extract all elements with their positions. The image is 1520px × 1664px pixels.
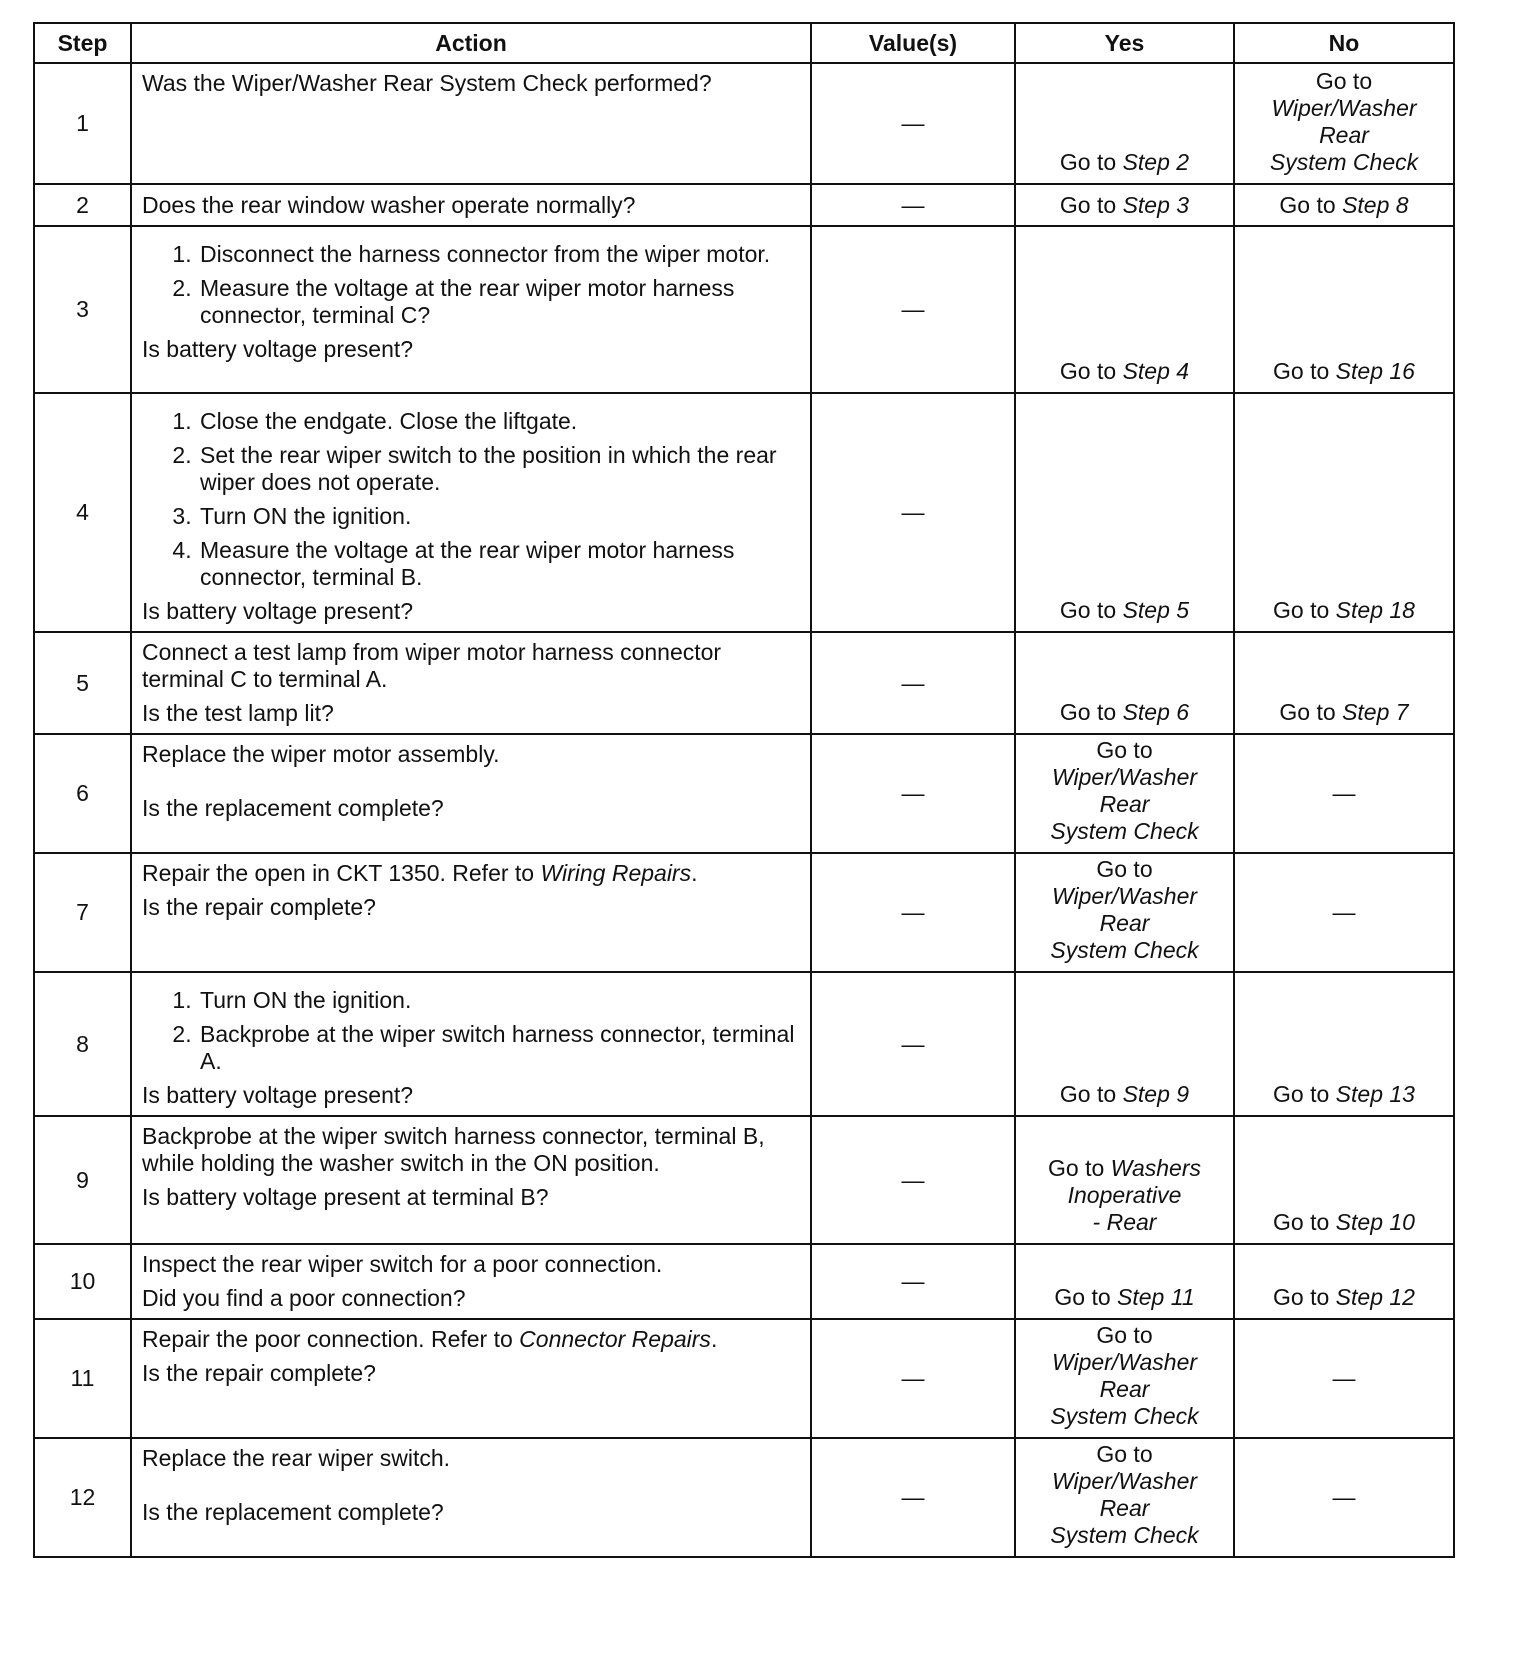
goto-prefix: Go to <box>1279 191 1336 218</box>
goto-reference: System Check <box>1050 1522 1199 1548</box>
step-number: 11 <box>34 1319 131 1438</box>
action-text: Connect a test lamp from wiper motor harness connector terminal C to terminal A. <box>142 639 722 692</box>
goto-reference: Rear <box>1099 910 1150 936</box>
goto-prefix: Go to <box>1059 699 1117 725</box>
header-row <box>34 23 1454 63</box>
table-row <box>34 226 1454 393</box>
step-number: 4 <box>34 393 131 632</box>
table-row <box>34 853 1454 972</box>
goto-reference: Wiper/Washer <box>1051 1468 1198 1494</box>
goto-reference: System Check <box>1269 149 1419 175</box>
table-row <box>34 184 1454 226</box>
table-row <box>34 1116 1454 1244</box>
goto-reference: Wiper/Washer <box>1051 1349 1198 1375</box>
action-step-item: 1. Close the endgate. Close the liftgate. <box>198 408 800 435</box>
goto-reference: Step 4 <box>1122 358 1190 384</box>
goto-reference: Step 3 <box>1122 191 1190 218</box>
no-cell <box>1234 226 1454 393</box>
action-steps <box>142 987 800 1075</box>
goto-reference: Step 9 <box>1122 1081 1190 1107</box>
value-cell: — <box>811 853 1015 972</box>
yes-cell <box>1015 1116 1234 1244</box>
action-cell <box>131 972 811 1116</box>
no-cell: — <box>1234 1319 1454 1438</box>
goto-reference: Step 2 <box>1122 149 1190 175</box>
value-cell: — <box>811 1438 1015 1557</box>
goto-prefix: Go to <box>1096 1441 1153 1467</box>
goto-reference: System Check <box>1050 1403 1199 1429</box>
action-step-item: 1. Turn ON the ignition. <box>198 987 800 1014</box>
goto-prefix: Go to <box>1273 1209 1330 1235</box>
value-cell: — <box>811 734 1015 853</box>
goto-reference: System Check <box>1050 937 1199 963</box>
goto-reference: Rear <box>1099 1495 1150 1521</box>
action-question: Is battery voltage present? <box>142 336 414 362</box>
action-question: Is the repair complete? <box>142 1360 376 1386</box>
table-row <box>34 734 1454 853</box>
action-step-item: 2. Measure the voltage at the rear wiper motor harness connector, terminal C? <box>198 275 800 329</box>
step-number: 12 <box>34 1438 131 1557</box>
goto-prefix: Go to <box>1048 1155 1105 1181</box>
step-number: 9 <box>34 1116 131 1244</box>
goto-reference: Wiper/Washer <box>1051 764 1198 790</box>
step-number: 2 <box>34 184 131 226</box>
header-no: No <box>1234 23 1454 63</box>
action-text: Replace the wiper motor assembly. <box>142 741 500 767</box>
action-cell <box>131 1116 811 1244</box>
action-question: Is battery voltage present at terminal B? <box>142 1184 549 1210</box>
goto-prefix: Go to <box>1279 699 1336 725</box>
table-row <box>34 972 1454 1116</box>
value-cell: — <box>811 1244 1015 1319</box>
goto-prefix: Go to <box>1059 597 1117 623</box>
goto-reference: Rear <box>1099 791 1150 817</box>
step-number: 1 <box>34 63 131 184</box>
action-step-item: 1. Disconnect the harness connector from the wiper motor. <box>198 241 800 268</box>
goto-reference: Step 10 <box>1335 1209 1415 1235</box>
no-cell: — <box>1234 1438 1454 1557</box>
table-row <box>34 632 1454 734</box>
yes-cell <box>1015 1438 1234 1557</box>
value-cell: — <box>811 1319 1015 1438</box>
action-cell <box>131 63 811 184</box>
no-cell: — <box>1234 734 1454 853</box>
goto-prefix: Go to <box>1273 597 1330 623</box>
action-step-item: 4. Measure the voltage at the rear wiper motor harness connector, terminal B. <box>198 537 800 591</box>
action-text: Does the rear window washer operate normally? <box>142 191 636 218</box>
step-number: 7 <box>34 853 131 972</box>
action-question: Is the test lamp lit? <box>142 700 334 726</box>
yes-cell <box>1015 1244 1234 1319</box>
header-yes: Yes <box>1015 23 1234 63</box>
action-text: Replace the rear wiper switch. <box>142 1445 451 1471</box>
goto-prefix: Go to <box>1273 358 1330 384</box>
action-cell <box>131 184 811 226</box>
goto-reference: Rear <box>1099 1376 1150 1402</box>
no-cell <box>1234 972 1454 1116</box>
action-step-item: 2. Backprobe at the wiper switch harness connector, terminal A. <box>198 1021 800 1075</box>
table-row <box>34 1438 1454 1557</box>
no-cell <box>1234 632 1454 734</box>
action-cell <box>131 734 811 853</box>
goto-reference: Wiper/Washer <box>1051 883 1198 909</box>
yes-cell <box>1015 972 1234 1116</box>
value-cell: — <box>811 226 1015 393</box>
goto-washers <box>1022 1155 1227 1182</box>
goto-reference: Step 13 <box>1335 1081 1415 1107</box>
diagnostic-table-container <box>33 22 1453 1558</box>
step-number: 5 <box>34 632 131 734</box>
action-cell <box>131 226 811 393</box>
table-row <box>34 1244 1454 1319</box>
goto-prefix: Go to <box>1096 1322 1153 1348</box>
action-text: Inspect the rear wiper switch for a poor connection. <box>142 1251 663 1277</box>
action-cell <box>131 1438 811 1557</box>
goto-reference: Step 16 <box>1335 358 1415 384</box>
action-text: Backprobe at the wiper switch harness connector, terminal B, while holding the washer switch in the ON position. <box>142 1123 765 1176</box>
header-values: Value(s) <box>811 23 1015 63</box>
value-cell: — <box>811 1116 1015 1244</box>
goto-prefix: Go to <box>1096 737 1153 763</box>
action-cell <box>131 853 811 972</box>
goto-reference: Step 6 <box>1122 699 1190 725</box>
goto-reference: Step 18 <box>1335 597 1415 623</box>
action-cell <box>131 632 811 734</box>
value-cell: — <box>811 632 1015 734</box>
no-cell <box>1234 63 1454 184</box>
yes-cell <box>1015 1319 1234 1438</box>
yes-cell <box>1015 734 1234 853</box>
goto-reference: Step 8 <box>1342 191 1409 218</box>
yes-cell <box>1015 853 1234 972</box>
goto-prefix: Go to <box>1096 856 1153 882</box>
action-text-lead: Repair the open in CKT 1350. Refer to <box>142 860 535 886</box>
header-step: Step <box>34 23 131 63</box>
action-steps <box>142 408 800 591</box>
goto-reference: Washers <box>1110 1155 1201 1181</box>
step-number: 3 <box>34 226 131 393</box>
goto-prefix: Go to <box>1273 1284 1330 1310</box>
header-action: Action <box>131 23 811 63</box>
action-question: Is the replacement complete? <box>142 1499 444 1525</box>
goto-prefix: Go to <box>1059 358 1117 384</box>
action-text: Repair the poor connection. Refer to Connector Repairs. <box>142 1326 718 1352</box>
goto-reference: - Rear <box>1092 1209 1157 1235</box>
step-number: 6 <box>34 734 131 853</box>
table-row <box>34 1319 1454 1438</box>
action-step-item: 3. Turn ON the ignition. <box>198 503 800 530</box>
reference-link: Connector Repairs <box>519 1326 711 1352</box>
action-question: Is battery voltage present? <box>142 598 414 624</box>
goto-reference: Step 11 <box>1117 1284 1195 1310</box>
goto-prefix: Go to <box>1273 1081 1330 1107</box>
action-cell <box>131 393 811 632</box>
action-question: Is the repair complete? <box>142 894 376 920</box>
no-cell <box>1234 1244 1454 1319</box>
yes-cell <box>1015 393 1234 632</box>
goto-reference: Step 12 <box>1335 1284 1415 1310</box>
action-question: Is battery voltage present? <box>142 1082 414 1108</box>
yes-cell <box>1015 63 1234 184</box>
yes-cell <box>1015 184 1234 226</box>
table-row <box>34 63 1454 184</box>
no-cell <box>1234 184 1454 226</box>
action-text-lead: Repair the poor connection. Refer to <box>142 1326 513 1352</box>
goto-prefix: Go to <box>1054 1284 1111 1310</box>
action-question: Did you find a poor connection? <box>142 1285 466 1311</box>
goto-reference: Step 5 <box>1122 597 1190 623</box>
no-cell: — <box>1234 853 1454 972</box>
diagnostic-table <box>33 22 1455 1558</box>
goto-prefix: Go to <box>1059 1081 1117 1107</box>
action-cell <box>131 1319 811 1438</box>
action-text: Repair the open in CKT 1350. Refer to Wiring Repairs. <box>142 860 698 886</box>
spacer <box>142 775 800 795</box>
action-cell <box>131 1244 811 1319</box>
reference-link: Wiring Repairs <box>540 860 692 886</box>
goto-reference: Inoperative <box>1067 1182 1182 1208</box>
goto-reference: Rear <box>1319 122 1369 148</box>
value-cell: — <box>811 393 1015 632</box>
goto-prefix: Go to <box>1315 68 1373 94</box>
goto-prefix: Go to <box>1059 191 1117 218</box>
no-cell <box>1234 393 1454 632</box>
value-cell: — <box>811 184 1015 226</box>
goto-reference: Step 7 <box>1342 699 1409 725</box>
yes-cell <box>1015 226 1234 393</box>
no-cell <box>1234 1116 1454 1244</box>
yes-cell <box>1015 632 1234 734</box>
step-number: 8 <box>34 972 131 1116</box>
action-text: Was the Wiper/Washer Rear System Check performed? <box>142 70 712 96</box>
value-cell: — <box>811 63 1015 184</box>
goto-reference: Wiper/Washer <box>1271 95 1417 121</box>
action-question: Is the replacement complete? <box>142 795 444 821</box>
spacer <box>142 1479 800 1499</box>
goto-prefix: Go to <box>1059 149 1117 175</box>
value-cell: — <box>811 972 1015 1116</box>
action-steps <box>142 241 800 329</box>
step-number: 10 <box>34 1244 131 1319</box>
action-step-item: 2. Set the rear wiper switch to the position in which the rear wiper does not operate. <box>198 442 800 496</box>
table-row <box>34 393 1454 632</box>
goto-reference: System Check <box>1050 818 1199 844</box>
